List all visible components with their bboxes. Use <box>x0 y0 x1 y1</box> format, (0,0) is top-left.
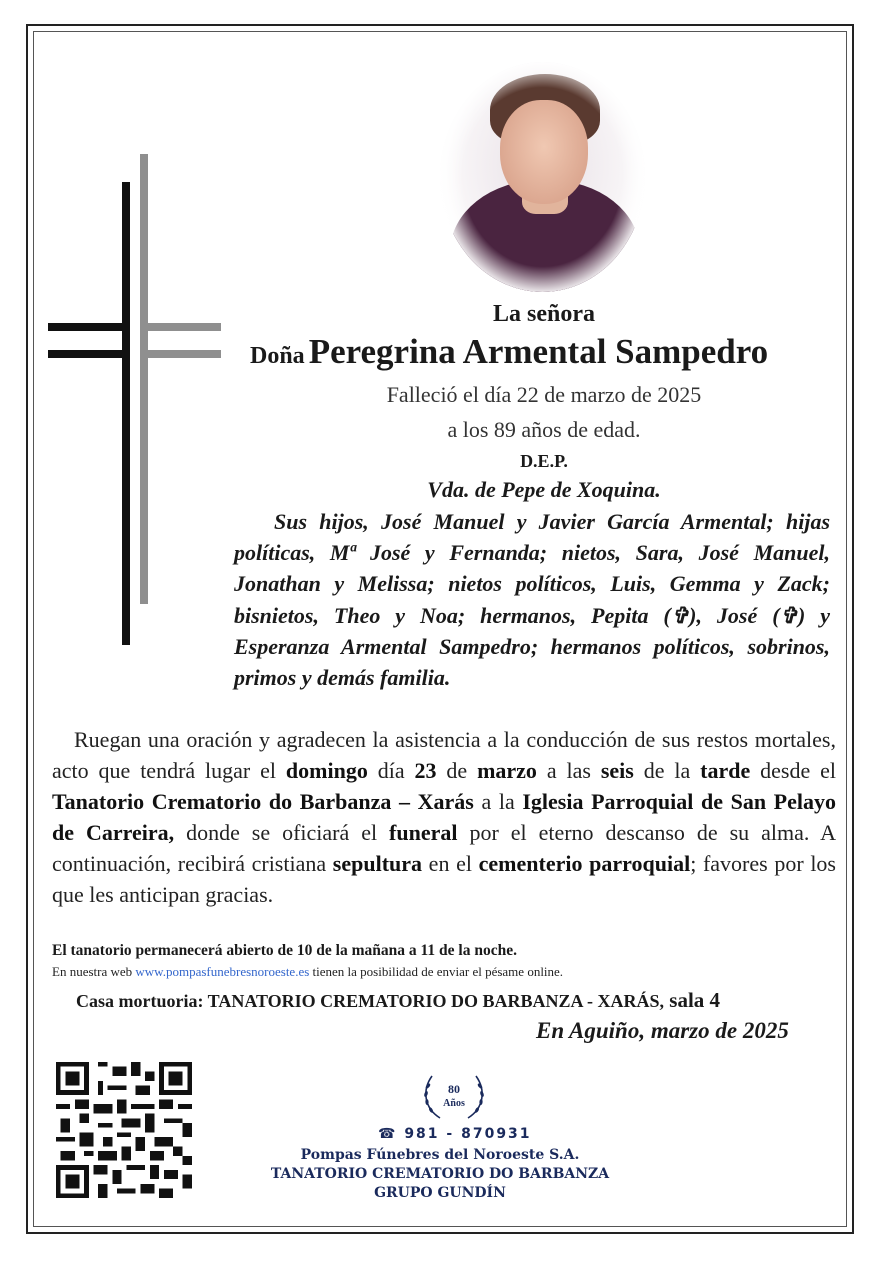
dep-text: D.E.P. <box>520 451 568 471</box>
age-line: a los 89 años de edad. <box>447 417 641 442</box>
tanatorio-name: TANATORIO CREMATORIO DO BARBANZA <box>270 1166 610 1182</box>
group-name: GRUPO GUNDÍN <box>374 1185 506 1201</box>
website-link[interactable]: www.pompasfunebresnoroeste.es <box>135 964 310 979</box>
name-prefix: Doña <box>250 343 305 369</box>
family-list: Sus hijos, José Manuel y Javier García Armental; hijas políticas, Mª José y Fernanda; nietos, Sara, José Manuel, Jonathan y Melissa; nietos políticos, Luis, Gemma y Zack; bisnietos, Theo y Noa; hermanos, Pepita (✞), José (✞) y Esperanza Armental Sampedro; hermanos políticos, sobrinos, primos y demás familia. <box>234 509 830 691</box>
funeral-home-line: Casa mortuoria: TANATORIO CREMATORIO DO BARBANZA - XARÁS, sala 4 <box>76 988 721 1012</box>
anniversary-logo <box>418 1066 490 1124</box>
death-date: Falleció el día 22 de marzo de 2025 <box>386 382 702 407</box>
ceremony-paragraph: Ruegan una oración y agradecen la asistencia a la conducción de sus restos mortales, acto que tendrá lugar el domingo día 23 de marzo a las seis de la tarde desde el Tanatorio Crematorio do Barbanza – Xarás a la Iglesia Parroquial de San Pelayo de Carreira, donde se oficiará el funeral por el eterno descanso de su alma. A continuación, recibirá cristiana sepultura en el cementerio parroquial; favores por los que les anticipan gracias. <box>52 727 837 907</box>
phone-line[interactable]: ☎ 981 - 870931 <box>378 1126 532 1142</box>
deceased-name <box>250 332 768 372</box>
logo-years: 80 <box>448 1082 460 1096</box>
company-name: Pompas Fúnebres del Noroeste S.A. <box>300 1147 580 1163</box>
portrait-photo <box>440 62 645 292</box>
logo-word: Años <box>443 1098 465 1109</box>
place-date: En Aguiño, marzo de 2025 <box>536 1018 789 1043</box>
intro-text: La señora <box>493 301 595 327</box>
web-condolence-line: En nuestra web www.pompasfunebresnoroeste.es tienen la posibilidad de enviar el pésame online. <box>52 964 564 979</box>
name-main: Peregrina Armental Sampedro <box>308 332 769 371</box>
tanatorio-hours: El tanatorio permanecerá abierto de 10 de la mañana a 11 de la noche. <box>52 942 517 959</box>
telephone-icon: ☎ <box>378 1126 405 1142</box>
widow-line: Vda. de Pepe de Xoquina. <box>427 477 661 502</box>
